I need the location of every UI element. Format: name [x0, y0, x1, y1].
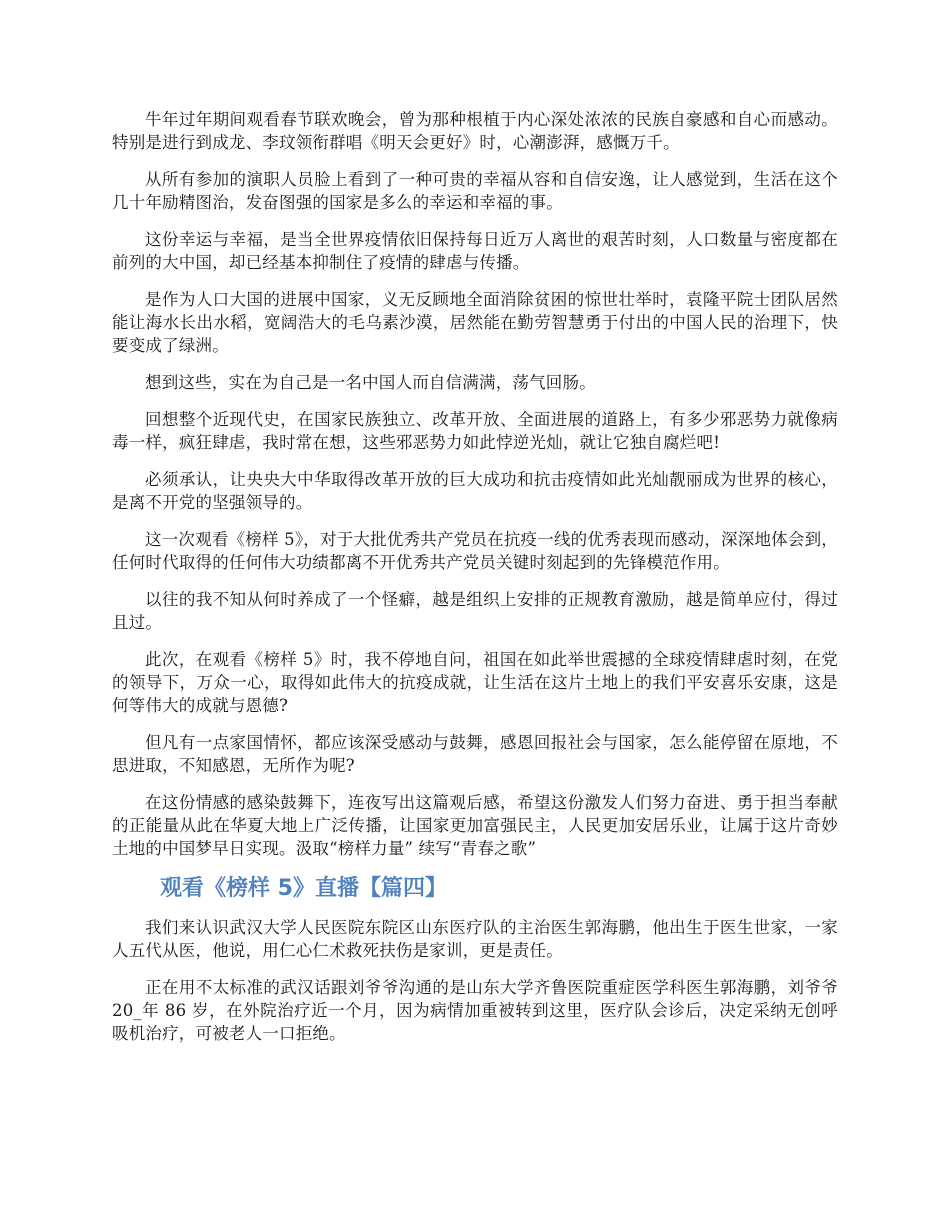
paragraph-4: 是作为人口大国的进展中国家，义无反顾地全面消除贫困的惊世壮举时，袁隆平院士团队居然能让海水长出水稻，宽阔浩大的毛乌素沙漠，居然能在勤劳智慧勇于付出的中国人民的治理下，快要变成了绿洲。	[112, 290, 838, 355]
paragraph-10: 此次，在观看《榜样 5》时，我不停地自问，祖国在如此举世震撼的全球疫情肆虐时刻，在党的领导下，万众一心，取得如此伟大的抗疫成就，让生活在这片土地上的我们平安喜乐安康，这是何等伟大的成就与恩德?	[112, 650, 838, 715]
paragraph-8: 这一次观看《榜样 5》，对于大批优秀共产党员在抗疫一线的优秀表现而感动，深深地体会到，任何时代取得的任何伟大功绩都离不开优秀共产党员关键时刻起到的先锋模范作用。	[112, 530, 838, 572]
paragraph-11: 但凡有一点家国情怀，都应该深受感动与鼓舞，感恩回报社会与国家，怎么能停留在原地，不思进取，不知感恩，无所作为呢?	[112, 733, 838, 775]
section-paragraph-1: 我们来认识武汉大学人民医院东院区山东医疗队的主治医生郭海鹏，他出生于医生世家，一家人五代从医，他说，用仁心仁术救死扶伤是家训，更是责任。	[112, 918, 838, 960]
paragraph-12: 在这份情感的感染鼓舞下，连夜写出这篇观后感，希望这份激发人们努力奋进、勇于担当奉献的正能量从此在华夏大地上广泛传播，让国家更加富强民主，人民更加安居乐业，让属于这片奇妙土地的中国梦早日实现。汲取“榜样力量” 续写“青春之歌”	[112, 793, 838, 858]
paragraph-1: 牛年过年期间观看春节联欢晚会，曾为那种根植于内心深处浓浓的民族自豪感和自心而感动。特别是进行到成龙、李玟领衔群唱《明天会更好》时，心潮澎湃，感慨万千。	[112, 110, 838, 152]
section-heading: 观看《榜样 5》直播【篇四】	[160, 876, 447, 901]
section-paragraph-2: 正在用不太标准的武汉话跟刘爷爷沟通的是山东大学齐鲁医院重症医学科医生郭海鹏，刘爷爷 20_年 86 岁，在外院治疗近一个月，因为病情加重被转到这里，医疗队会诊后，决定采纳无创呼吸机治疗，可被老人一口拒绝。	[112, 978, 838, 1043]
paragraph-2: 从所有参加的演职人员脸上看到了一种可贵的幸福从容和自信安逸，让人感觉到，生活在这个几十年励精图治，发奋图强的国家是多么的幸运和幸福的事。	[112, 170, 838, 212]
paragraph-6: 回想整个近现代史，在国家民族独立、改革开放、全面进展的道路上，有多少邪恶势力就像病毒一样，疯狂肆虐，我时常在想，这些邪恶势力如此悖逆光灿，就让它独自腐烂吧!	[112, 410, 838, 452]
paragraph-7: 必须承认，让央央大中华取得改革开放的巨大成功和抗击疫情如此光灿靓丽成为世界的核心，是离不开党的坚强领导的。	[112, 470, 838, 512]
paragraph-3: 这份幸运与幸福，是当全世界疫情依旧保持每日近万人离世的艰苦时刻，人口数量与密度都在前列的大中国，却已经基本抑制住了疫情的肆虐与传播。	[112, 230, 838, 272]
paragraph-9: 以往的我不知从何时养成了一个怪癖，越是组织上安排的正规教育激励，越是简单应付，得过且过。	[112, 590, 838, 632]
paragraph-5: 想到这些，实在为自己是一名中国人而自信满满，荡气回肠。	[145, 373, 596, 392]
